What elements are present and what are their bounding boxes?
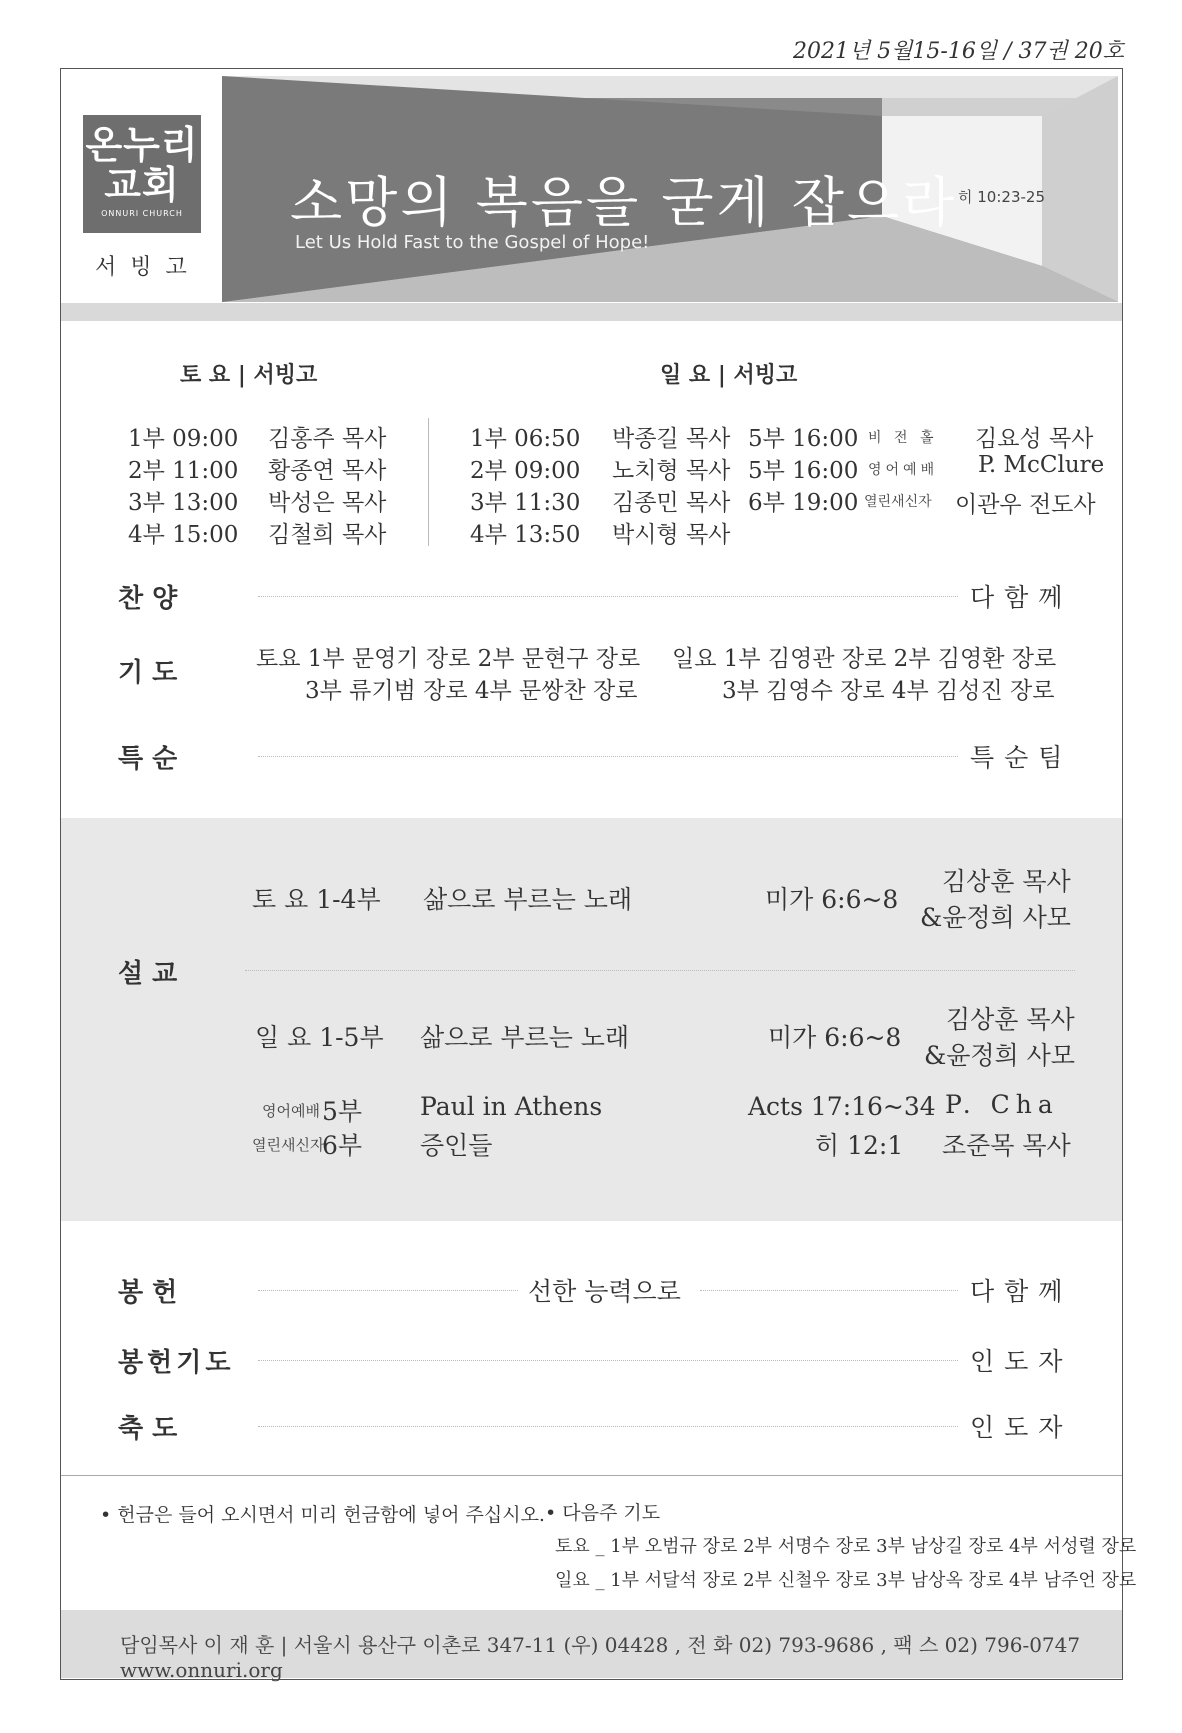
sun-pastor: 김종민 목사 [612, 490, 731, 516]
offering-label: 봉 헌 [118, 1278, 178, 1308]
praise-label: 찬 양 [118, 584, 178, 614]
leader-dots [258, 1290, 518, 1291]
sermon-label: 설 교 [118, 959, 178, 989]
leader-dots [258, 756, 958, 757]
next-week-saturday: 토요 _ 1부 오범규 장로 2부 서명수 장로 3부 남상길 장로 4부 서성렬 장로 [555, 1536, 1137, 1557]
sermon-sat-pastor: 김상훈 목사 [942, 867, 1071, 896]
special-label: 특 순 [118, 744, 178, 774]
sermon-sat-title: 삶으로 부르는 노래 [423, 885, 633, 914]
sermon-sat-pastor-wife: &윤정희 사모 [920, 903, 1071, 932]
sun-extra-tag: 비 전 홀 [868, 430, 938, 446]
prayer-saturday-line1: 토요 1부 문영기 장로 2부 문현구 장로 [256, 646, 641, 672]
section-divider-bar [61, 303, 1122, 321]
sun-pastor: 노치형 목사 [612, 458, 731, 484]
leader-dots [258, 1426, 958, 1427]
offering-notice: • 헌금은 들어 오시면서 미리 헌금함에 넣어 주십시오. [100, 1504, 545, 1526]
sermon-sat-day: 토 요 1-4부 [252, 885, 381, 914]
english-service-tag: 영어예배 [262, 1102, 320, 1120]
sun-extra-tag: 열린새신자 [864, 494, 932, 510]
issue-date: 2021년 5월15-16일 / 37권 20호 [792, 39, 1124, 64]
benediction-leader: 인도자 [970, 1413, 1073, 1442]
logo-text-line2: 교회 [104, 163, 180, 207]
campus-label: 서빙고 [95, 255, 201, 280]
logo-text-line1: 온누리 [85, 123, 199, 167]
english-sermon-pastor: P. Cha [945, 1090, 1059, 1119]
sat-pastor: 황종연 목사 [268, 458, 387, 484]
prayer-sunday-line2: 3부 김영수 장로 4부 김성진 장로 [722, 678, 1055, 704]
leader-dots [258, 596, 958, 597]
sermon-sat-reference: 미가 6:6~8 [765, 885, 899, 914]
sat-time: 3부 13:00 [128, 490, 239, 516]
scripture-reference: 히 10:23-25 [958, 188, 1045, 206]
sat-time: 4부 15:00 [128, 522, 239, 548]
prayer-label: 기 도 [118, 658, 178, 688]
prayer-saturday-line2: 3부 류기범 장로 4부 문쌍찬 장로 [305, 678, 638, 704]
saturday-header: 토 요 | 서빙고 [180, 362, 318, 388]
special-team: 특순팀 [970, 743, 1073, 772]
sat-time: 2부 11:00 [128, 458, 239, 484]
sun-pastor: 박종길 목사 [612, 426, 731, 452]
offering-hymn: 선한 능력으로 [528, 1277, 681, 1306]
praise-leader: 다함께 [970, 583, 1073, 612]
sun-pastor: 박시형 목사 [612, 522, 731, 548]
sun-time: 1부 06:50 [470, 426, 581, 452]
sermon-divider [245, 970, 1075, 971]
sun-extra-pastor: 이관우 전도사 [955, 492, 1096, 518]
prayer-sunday-line1: 일요 1부 김영관 장로 2부 김영환 장로 [672, 646, 1057, 672]
page-title-english: Let Us Hold Fast to the Gospel of Hope! [295, 232, 650, 253]
sat-pastor: 김홍주 목사 [268, 426, 387, 452]
sunday-header: 일 요 | 서빙고 [660, 362, 798, 388]
new-believer-part: 6부 [322, 1131, 363, 1160]
notes-divider [61, 1475, 1122, 1476]
sat-pastor: 김철희 목사 [268, 522, 387, 548]
new-believer-pastor: 조준목 목사 [942, 1131, 1071, 1160]
sun-extra-pastor: 김요성 목사 [975, 426, 1094, 452]
offering-prayer-leader: 인도자 [970, 1347, 1073, 1376]
leader-dots [258, 1360, 958, 1361]
sun-time: 3부 11:30 [470, 490, 581, 516]
offering-leader: 다함께 [970, 1277, 1073, 1306]
logo-english: ONNURI CHURCH [101, 209, 183, 218]
new-believer-reference: 히 12:1 [815, 1131, 904, 1160]
sun-extra-pastor: P. McClure [978, 452, 1105, 478]
footer-contact: 담임목사 이 재 훈 | 서울시 용산구 이촌로 347-11 (우) 04428 , 전 화 02) 793-9686 , 팩 스 02) 796-0747 www.onnuri.org [120, 1633, 1081, 1682]
schedule-divider [428, 418, 429, 546]
sun-extra-time: 6부 19:00 [748, 490, 859, 516]
sun-time: 4부 13:50 [470, 522, 581, 548]
english-sermon-reference: Acts 17:16~34 [748, 1092, 936, 1121]
sermon-sun-reference: 미가 6:6~8 [768, 1023, 902, 1052]
english-sermon-title: Paul in Athens [420, 1092, 603, 1121]
sat-pastor: 박성은 목사 [268, 490, 387, 516]
sun-extra-time: 5부 16:00 [748, 458, 859, 484]
sermon-sun-title: 삶으로 부르는 노래 [420, 1023, 630, 1052]
leader-dots [700, 1290, 958, 1291]
next-week-sunday: 일요 _ 1부 서달석 장로 2부 신철우 장로 3부 남상옥 장로 4부 남주언 장로 [555, 1570, 1137, 1591]
church-logo [83, 115, 201, 233]
new-believer-tag: 열린새신자 [252, 1136, 325, 1154]
next-week-prayer-title: • 다음주 기도 [545, 1502, 661, 1524]
sun-extra-tag: 영어예배 [868, 462, 939, 478]
sermon-sun-pastor: 김상훈 목사 [946, 1005, 1075, 1034]
benediction-label: 축 도 [118, 1414, 178, 1444]
sat-time: 1부 09:00 [128, 426, 239, 452]
sermon-sun-day: 일 요 1-5부 [255, 1023, 384, 1052]
new-believer-sermon-title: 증인들 [420, 1131, 493, 1160]
page-title: 소망의 복음을 굳게 잡으라 [290, 171, 958, 234]
sun-time: 2부 09:00 [470, 458, 581, 484]
sermon-sun-pastor-wife: &윤정희 사모 [924, 1041, 1075, 1070]
sun-extra-time: 5부 16:00 [748, 426, 859, 452]
offering-prayer-label: 봉헌기도 [118, 1348, 235, 1378]
english-service-part: 5부 [322, 1097, 363, 1126]
